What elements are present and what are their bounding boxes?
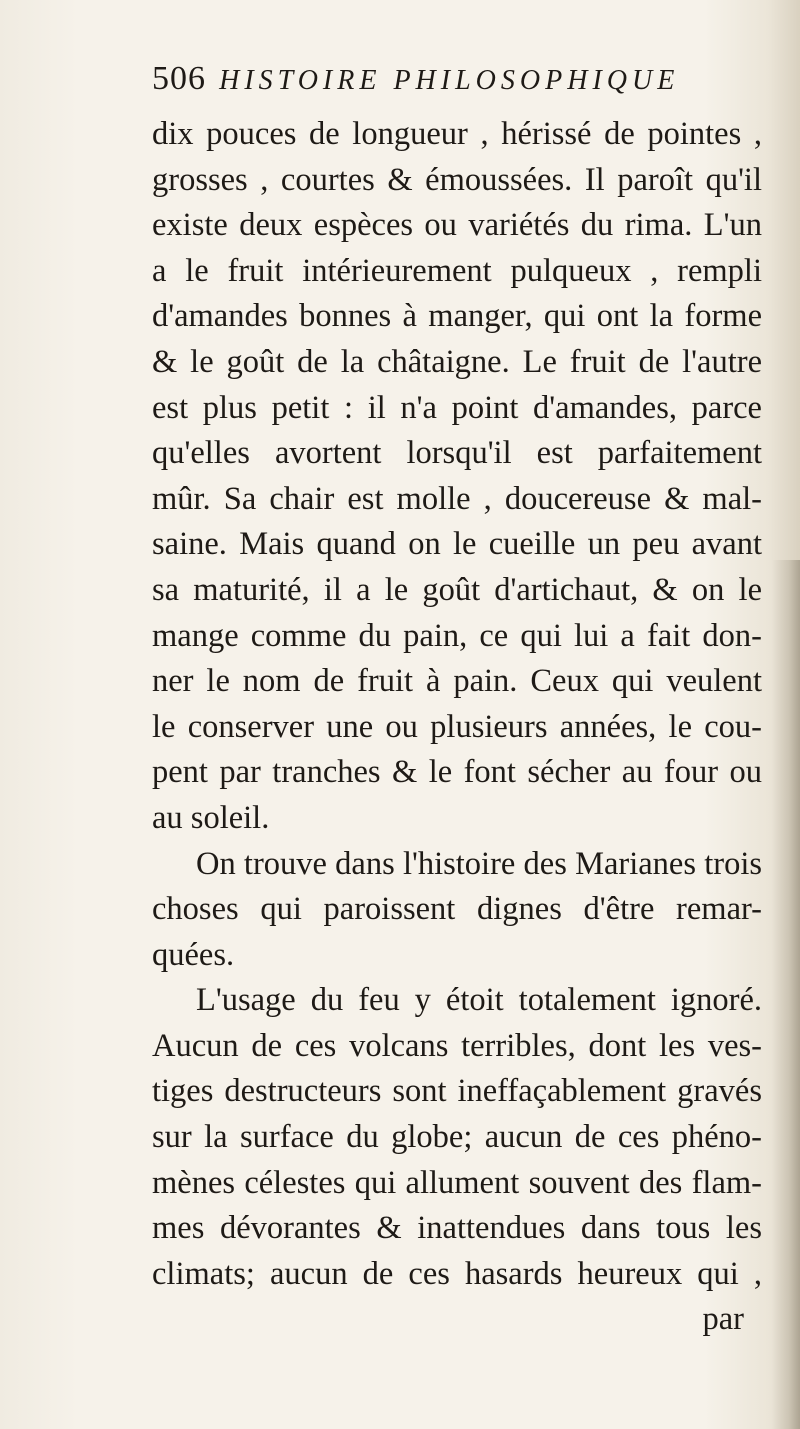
text-line: au soleil. (152, 799, 270, 836)
text-line: qu'elles avortent lorsqu'il est parfaitement (152, 435, 762, 472)
running-title: HISTOIRE PHILOSOPHIQUE (219, 65, 680, 96)
text-line: est plus petit : il n'a point d'amandes, parce (152, 389, 762, 426)
text-line: mûr. Sa chair est molle , doucereuse & mal- (152, 480, 762, 517)
text-line: existe deux espèces ou variétés du rima. L'un (152, 207, 762, 244)
running-head (152, 60, 792, 104)
paragraph-start-line: On trouve dans l'histoire des Marianes trois (196, 845, 762, 882)
text-line: mange comme du pain, ce qui lui a fait don- (152, 617, 762, 654)
text-line: le conserver une ou plusieurs années, le cou- (152, 708, 762, 745)
text-line: Aucun de ces volcans terribles, dont les ves- (152, 1027, 762, 1064)
body-text (152, 112, 762, 1343)
text-line: pent par tranches & le font sécher au four ou (152, 754, 762, 791)
page-edge-shadow (772, 560, 800, 1429)
text-line: sur la surface du globe; aucun de ces phéno- (152, 1119, 762, 1156)
text-line: saine. Mais quand on le cueille un peu avant (152, 526, 762, 563)
text-line: grosses , courtes & émoussées. Il paroît qu'il (152, 161, 762, 198)
page-number: 506 (152, 60, 206, 97)
text-line: tiges destructeurs sont ineffaçablement gravés (152, 1073, 762, 1110)
text-line: sa maturité, il a le goût d'artichaut, & on le (152, 571, 762, 608)
text-line: mènes célestes qui allument souvent des flam- (152, 1164, 762, 1201)
text-line: & le goût de la châtaigne. Le fruit de l'autre (152, 343, 762, 380)
text-line: climats; aucun de ces hasards heureux qui , (152, 1255, 762, 1292)
catchword: par (702, 1301, 744, 1338)
text-line: a le fruit intérieurement pulqueux , rempli (152, 252, 762, 289)
text-line: dix pouces de longueur , hérissé de pointes , (152, 116, 762, 152)
text-line: d'amandes bonnes à manger, qui ont la forme (152, 298, 762, 335)
paragraph-start-line: L'usage du feu y étoit totalement ignoré. (196, 982, 762, 1019)
text-line: choses qui paroissent dignes d'être remar- (152, 891, 762, 928)
text-line: quées. (152, 936, 235, 973)
text-line: mes dévorantes & inattendues dans tous les (152, 1210, 762, 1247)
text-line: ner le nom de fruit à pain. Ceux qui veulent (152, 663, 762, 700)
